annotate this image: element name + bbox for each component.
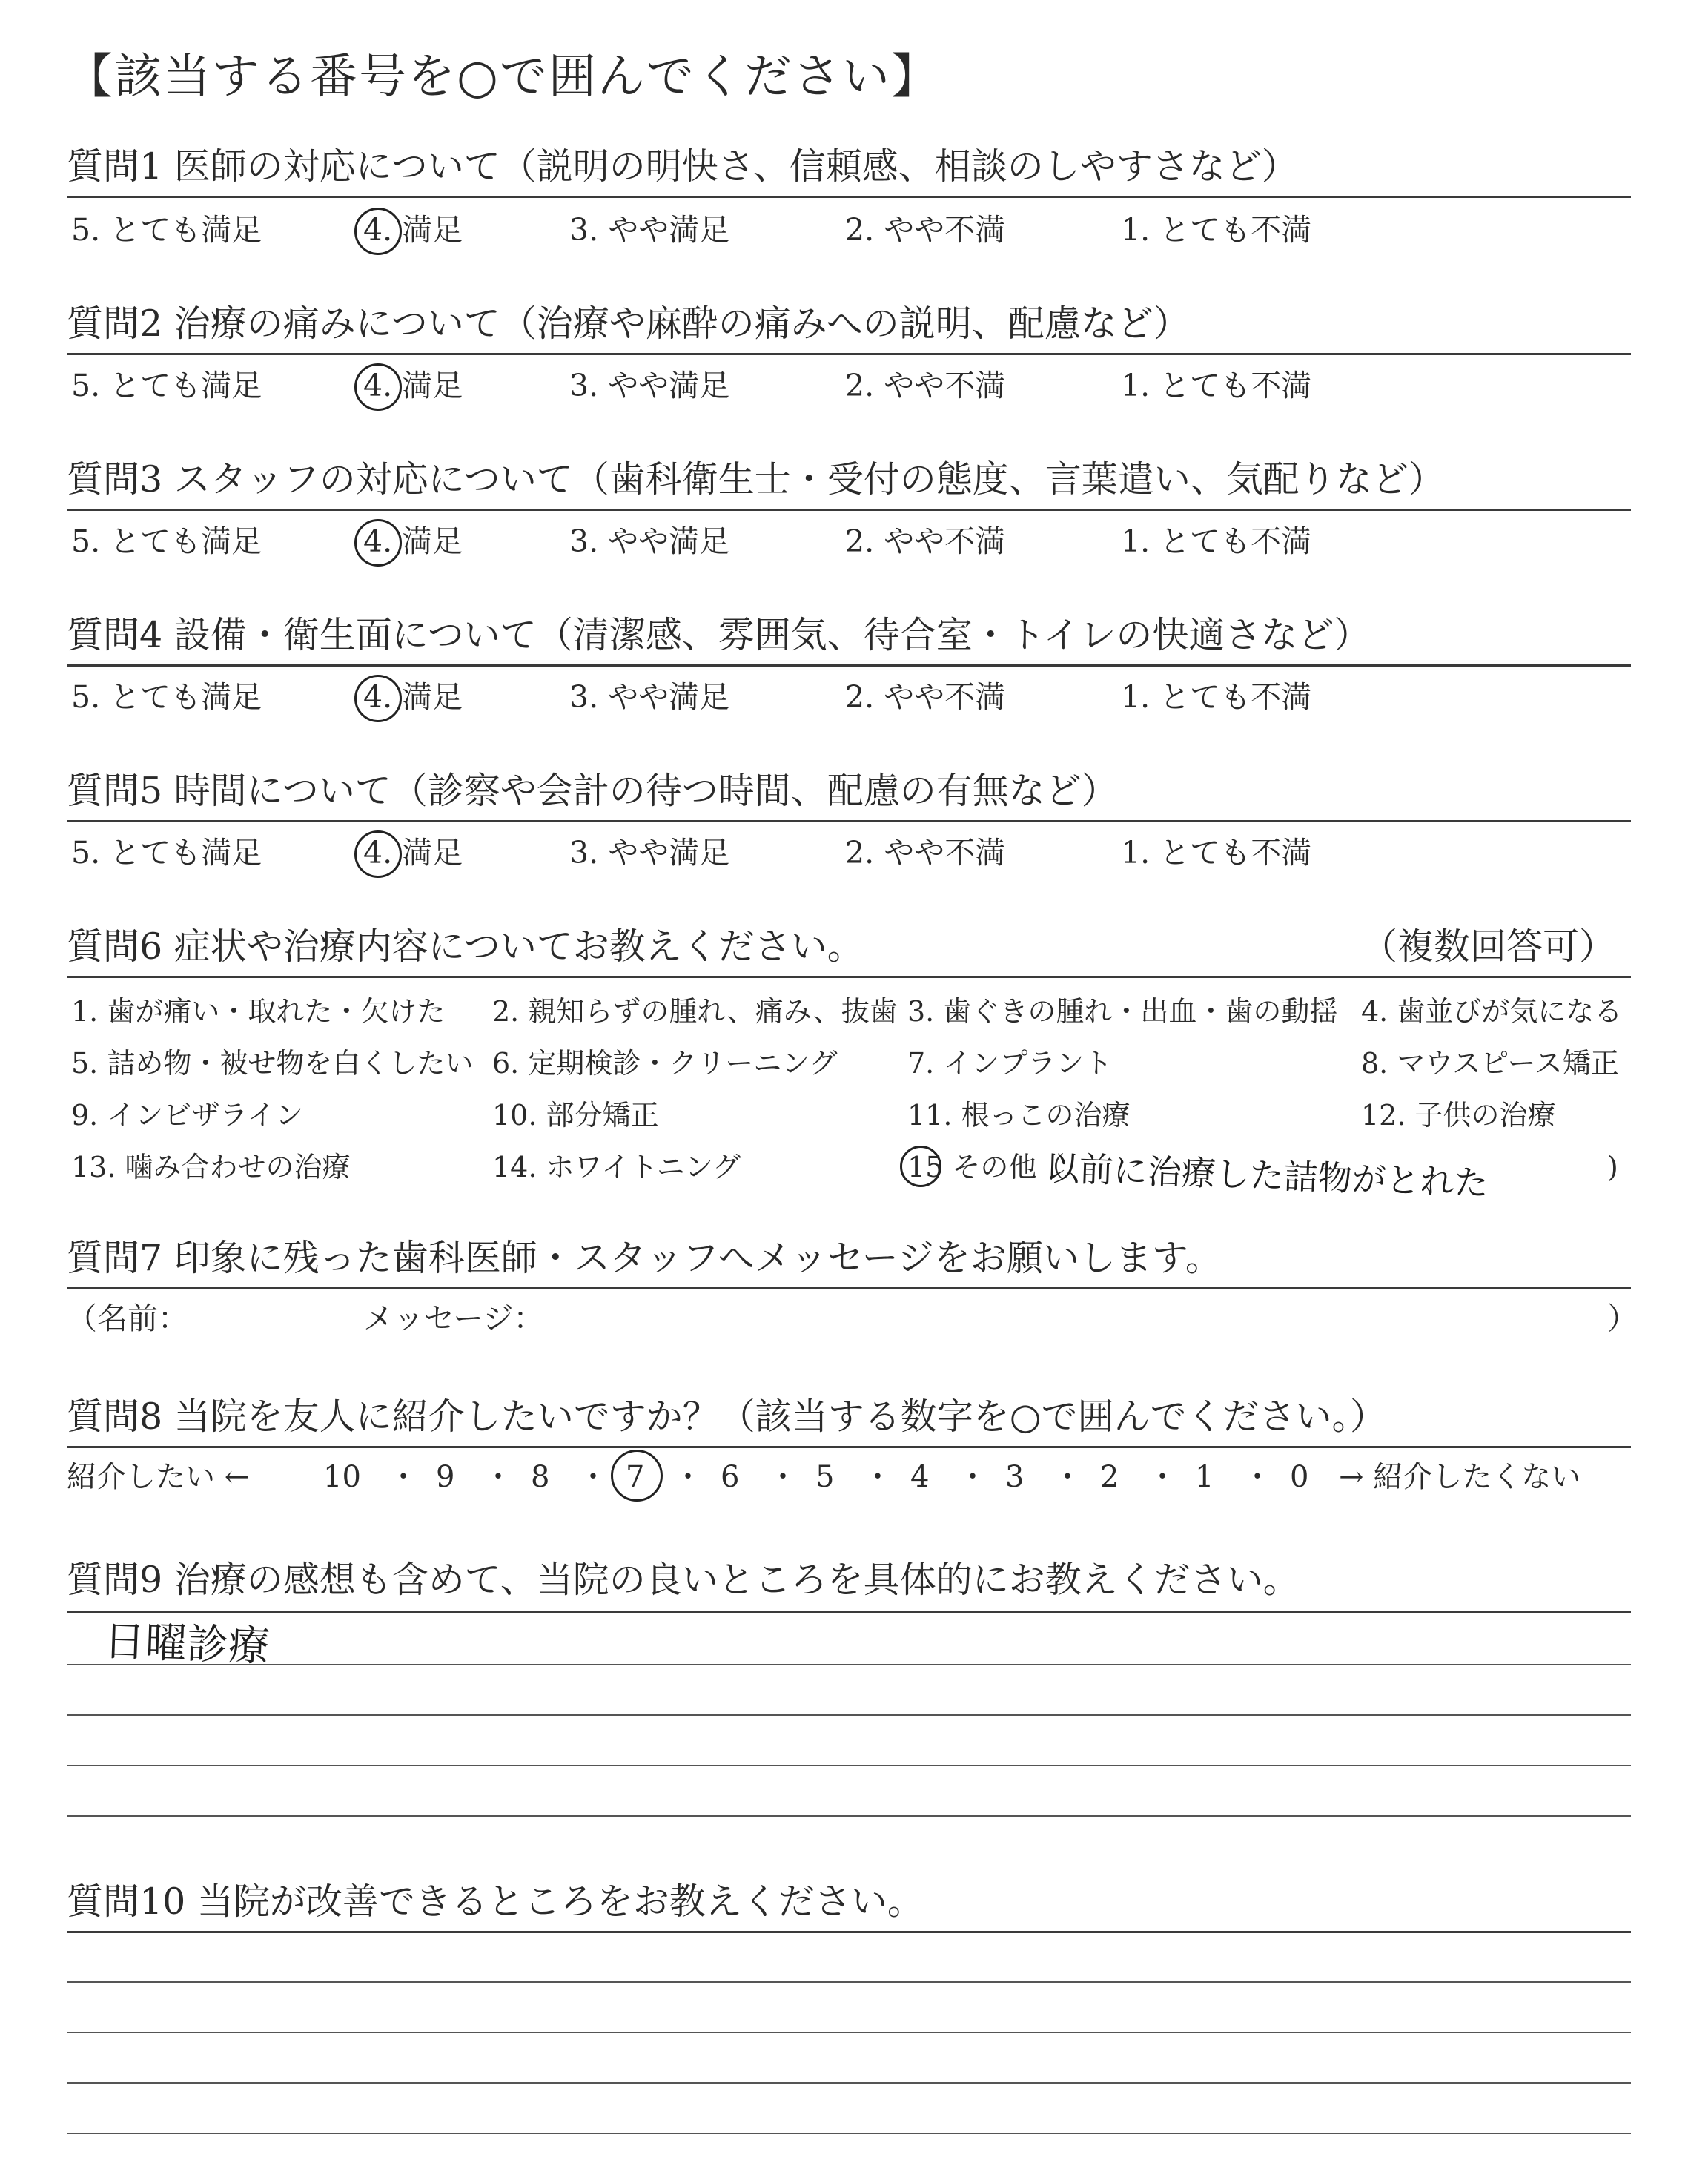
q6-option-9[interactable]: 9. インビザライン xyxy=(71,1099,304,1132)
q7-name-label: （名前： xyxy=(67,1301,188,1336)
question-6-rule xyxy=(67,976,1631,978)
q8-scale-6[interactable]: 6 xyxy=(721,1460,740,1494)
q6-other-close: ) xyxy=(1607,1151,1618,1183)
question-5-rule xyxy=(67,820,1631,822)
q6-option-1[interactable]: 1. 歯が痛い・取れた・欠けた xyxy=(71,995,446,1028)
q8-scale-2[interactable]: 2 xyxy=(1100,1460,1119,1494)
q6-option-6[interactable]: 6. 定期検診・クリーニング xyxy=(492,1047,838,1080)
q6-other-answer[interactable]: 以前に治療した詰物がとれた xyxy=(1045,1148,1489,1203)
q3-option-3[interactable]: 3. やや満足 xyxy=(569,524,730,559)
question-2-title: 質問2 治療の痛みについて（治療や麻酔の痛みへの説明、配慮など） xyxy=(67,303,1190,345)
question-6-title: 質問6 症状や治療内容についてお教えください。 xyxy=(67,925,864,968)
q4-option-1[interactable]: 1. とても不満 xyxy=(1121,679,1312,715)
q3-option-4[interactable]: 4. 満足 xyxy=(363,524,463,559)
q8-scale-dot: ・ xyxy=(1242,1460,1272,1494)
q8-scale-dot: ・ xyxy=(1148,1460,1177,1494)
q3-option-1[interactable]: 1. とても不満 xyxy=(1121,524,1312,559)
q6-option-5[interactable]: 5. 詰め物・被せ物を白くしたい xyxy=(71,1047,474,1080)
q10-answer-line xyxy=(67,2082,1631,2084)
q6-option-7[interactable]: 7. インプラント xyxy=(907,1047,1113,1080)
q1-option-1[interactable]: 1. とても不満 xyxy=(1121,212,1312,248)
q4-option-2[interactable]: 2. やや不満 xyxy=(845,679,1006,715)
question-3-title: 質問3 スタッフの対応について（歯科衛生士・受付の態度、言葉遣い、気配りなど） xyxy=(67,458,1445,501)
question-1-rule xyxy=(67,196,1631,198)
q8-scale-3[interactable]: 3 xyxy=(1005,1460,1025,1494)
question-3-rule xyxy=(67,509,1631,511)
q8-scale-1[interactable]: 1 xyxy=(1195,1460,1214,1494)
q6-option-13[interactable]: 13. 噛み合わせの治療 xyxy=(71,1151,351,1183)
question-1-title: 質問1 医師の対応について（説明の明快さ、信頼感、相談のしやすさなど） xyxy=(67,145,1298,188)
q10-answer-line xyxy=(67,2032,1631,2033)
q8-scale-dot: ・ xyxy=(1053,1460,1082,1494)
question-10-rule xyxy=(67,1931,1631,1933)
q6-option-8[interactable]: 8. マウスピース矯正 xyxy=(1361,1047,1619,1080)
question-8-title: 質問8 当院を友人に紹介したいですか？（該当する数字を○で囲んでください。） xyxy=(67,1396,1387,1438)
q4-option-3[interactable]: 3. やや満足 xyxy=(569,679,730,715)
q10-answer-line xyxy=(67,2133,1631,2134)
q8-scale-dot: ・ xyxy=(388,1460,418,1494)
question-8-rule xyxy=(67,1446,1631,1448)
question-4-rule xyxy=(67,664,1631,667)
q9-answer-line xyxy=(67,1815,1631,1817)
q6-option-11[interactable]: 11. 根っこの治療 xyxy=(907,1099,1131,1132)
q8-scale-0[interactable]: 0 xyxy=(1290,1460,1309,1494)
q3-option-5[interactable]: 5. とても満足 xyxy=(71,524,262,559)
question-7-rule xyxy=(67,1287,1631,1289)
q6-option-10[interactable]: 10. 部分矯正 xyxy=(492,1099,659,1132)
q5-option-4[interactable]: 4. 満足 xyxy=(363,835,463,871)
q8-scale-10[interactable]: 10 xyxy=(323,1460,361,1494)
q5-option-2[interactable]: 2. やや不満 xyxy=(845,835,1006,871)
q1-option-2[interactable]: 2. やや不満 xyxy=(845,212,1006,248)
question-6-note: （複数回答可） xyxy=(1361,925,1616,968)
q2-option-3[interactable]: 3. やや満足 xyxy=(569,368,730,403)
q6-option-4[interactable]: 4. 歯並びが気になる xyxy=(1361,995,1623,1028)
question-7-title: 質問7 印象に残った歯科医師・スタッフへメッセージをお願いします。 xyxy=(67,1237,1222,1279)
q8-scale-dot: ・ xyxy=(483,1460,513,1494)
q6-option-12[interactable]: 12. 子供の治療 xyxy=(1361,1099,1556,1132)
q9-answer[interactable]: 日曜診療 xyxy=(102,1617,271,1671)
q1-option-5[interactable]: 5. とても満足 xyxy=(71,212,262,248)
q9-answer-line xyxy=(67,1714,1631,1716)
q8-right-label: → 紹介したくない xyxy=(1339,1460,1581,1494)
q5-option-3[interactable]: 3. やや満足 xyxy=(569,835,730,871)
question-9-rule xyxy=(67,1611,1631,1613)
q8-scale-dot: ・ xyxy=(578,1460,608,1494)
q2-option-4[interactable]: 4. 満足 xyxy=(363,368,463,403)
q8-scale-dot: ・ xyxy=(768,1460,798,1494)
q8-scale-9[interactable]: 9 xyxy=(436,1460,455,1494)
q2-option-2[interactable]: 2. やや不満 xyxy=(845,368,1006,403)
q7-close: ） xyxy=(1607,1301,1638,1336)
q5-option-5[interactable]: 5. とても満足 xyxy=(71,835,262,871)
q6-option-14[interactable]: 14. ホワイトニング xyxy=(492,1151,741,1183)
q8-scale-dot: ・ xyxy=(863,1460,893,1494)
q2-option-5[interactable]: 5. とても満足 xyxy=(71,368,262,403)
q2-option-1[interactable]: 1. とても不満 xyxy=(1121,368,1312,403)
q8-scale-dot: ・ xyxy=(958,1460,987,1494)
q4-option-5[interactable]: 5. とても満足 xyxy=(71,679,262,715)
q8-scale-4[interactable]: 4 xyxy=(910,1460,930,1494)
q8-left-label: 紹介したい ← xyxy=(67,1460,250,1494)
q6-option-3[interactable]: 3. 歯ぐきの腫れ・出血・歯の動揺 xyxy=(907,995,1338,1028)
question-10-title: 質問10 当院が改善できるところをお教えください。 xyxy=(67,1880,924,1923)
instruction-heading: 【該当する番号を○で囲んでください】 xyxy=(65,50,940,105)
q6-option-2[interactable]: 2. 親知らずの腫れ、痛み、抜歯 xyxy=(492,995,898,1028)
question-4-title: 質問4 設備・衛生面について（清潔感、雰囲気、待合室・トイレの快適さなど） xyxy=(67,614,1371,656)
q3-option-2[interactable]: 2. やや不満 xyxy=(845,524,1006,559)
q8-scale-dot: ・ xyxy=(673,1460,703,1494)
q6-option-15[interactable]: 15 その他（ xyxy=(907,1151,1065,1183)
q9-answer-line xyxy=(67,1765,1631,1766)
q7-message-label: メッセージ： xyxy=(363,1301,544,1336)
q4-option-4[interactable]: 4. 満足 xyxy=(363,679,463,715)
q5-option-1[interactable]: 1. とても不満 xyxy=(1121,835,1312,871)
q1-option-3[interactable]: 3. やや満足 xyxy=(569,212,730,248)
question-5-title: 質問5 時間について（診察や会計の待つ時間、配慮の有無など） xyxy=(67,770,1118,812)
q9-answer-line xyxy=(67,1664,1631,1665)
q8-scale-7[interactable]: 7 xyxy=(626,1460,645,1494)
question-9-title: 質問9 治療の感想も含めて、当院の良いところを具体的にお教えください。 xyxy=(67,1559,1300,1601)
q1-option-4[interactable]: 4. 満足 xyxy=(363,212,463,248)
q8-scale-5[interactable]: 5 xyxy=(815,1460,835,1494)
question-2-rule xyxy=(67,353,1631,355)
q8-scale-8[interactable]: 8 xyxy=(531,1460,550,1494)
q10-answer-line xyxy=(67,1981,1631,1983)
